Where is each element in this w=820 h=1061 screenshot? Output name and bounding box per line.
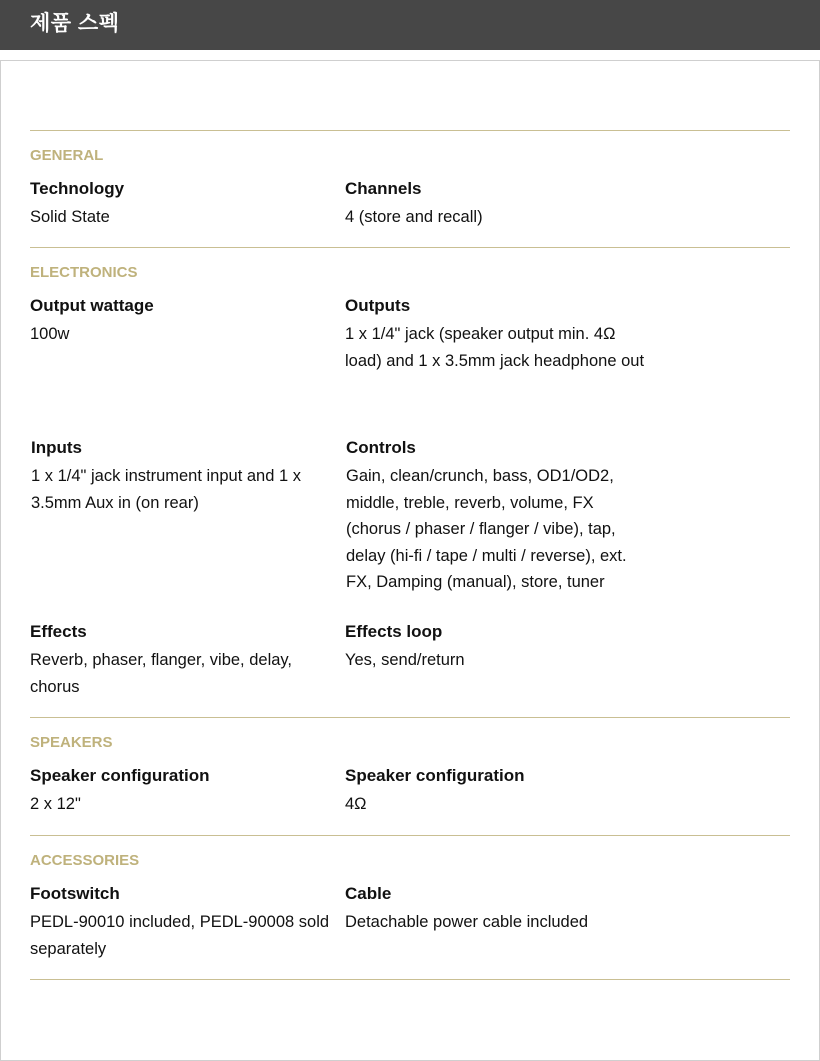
section-divider xyxy=(30,835,790,836)
section-title-electronics: ELECTRONICS xyxy=(30,264,138,281)
spec-label: Speaker configuration xyxy=(30,766,210,785)
spec-value: 1 x 1/4" jack (speaker output min. 4Ω load) and 1 x 3.5mm jack headphone out xyxy=(345,325,645,370)
spec-value: Detachable power cable included xyxy=(345,913,589,931)
spec-controls xyxy=(346,437,646,596)
spec-label: Outputs xyxy=(345,296,411,315)
spec-effects-loop xyxy=(345,621,645,674)
spec-channels xyxy=(345,178,645,231)
spec-label: Controls xyxy=(346,438,416,457)
spec-label: Effects xyxy=(30,622,87,641)
spec-outputs xyxy=(345,295,645,374)
spec-label: Channels xyxy=(345,179,422,198)
spec-value: 2 x 12" xyxy=(30,795,81,813)
spec-technology xyxy=(30,178,330,231)
spec-label: Cable xyxy=(345,884,392,903)
spec-speaker-configuration xyxy=(30,765,330,818)
spec-value: 1 x 1/4" jack instrument input and 1 x 3.5mm Aux in (on rear) xyxy=(31,467,302,512)
spec-speaker-impedance xyxy=(345,765,645,818)
page-title: 제품 스펙 xyxy=(30,12,120,35)
spec-value: Gain, clean/crunch, bass, OD1/OD2, middle, treble, reverb, volume, FX (chorus / phaser / flanger / vibe), tap, delay (hi-fi / tape / multi / reverse), ext. FX, Damping (manual), store, tuner xyxy=(346,467,627,591)
spec-label: Effects loop xyxy=(345,622,443,641)
spec-label: Footswitch xyxy=(30,884,120,903)
spec-output-wattage xyxy=(30,295,330,348)
section-title-speakers: SPEAKERS xyxy=(30,734,113,751)
spec-label: Inputs xyxy=(31,438,82,457)
spec-value: Reverb, phaser, flanger, vibe, delay, chorus xyxy=(30,651,293,696)
spec-value: Solid State xyxy=(30,208,110,226)
spec-cable xyxy=(345,883,645,936)
spec-footswitch xyxy=(30,883,330,962)
spec-effects xyxy=(30,621,330,700)
spec-value: 4Ω xyxy=(345,795,367,813)
spec-value: 100w xyxy=(30,325,70,343)
section-title-accessories: ACCESSORIES xyxy=(30,852,140,869)
spec-label: Speaker configuration xyxy=(345,766,525,785)
spec-inputs xyxy=(31,437,331,516)
section-title-general: GENERAL xyxy=(30,147,104,164)
section-divider xyxy=(30,717,790,718)
spec-value: PEDL-90010 included, PEDL-90008 sold separately xyxy=(30,913,330,958)
section-divider xyxy=(30,130,790,131)
spec-value: 4 (store and recall) xyxy=(345,208,483,226)
page-header xyxy=(0,0,820,50)
section-divider xyxy=(30,979,790,980)
spec-value: Yes, send/return xyxy=(345,651,465,669)
spec-label: Technology xyxy=(30,179,125,198)
section-divider xyxy=(30,247,790,248)
spec-label: Output wattage xyxy=(30,296,154,315)
